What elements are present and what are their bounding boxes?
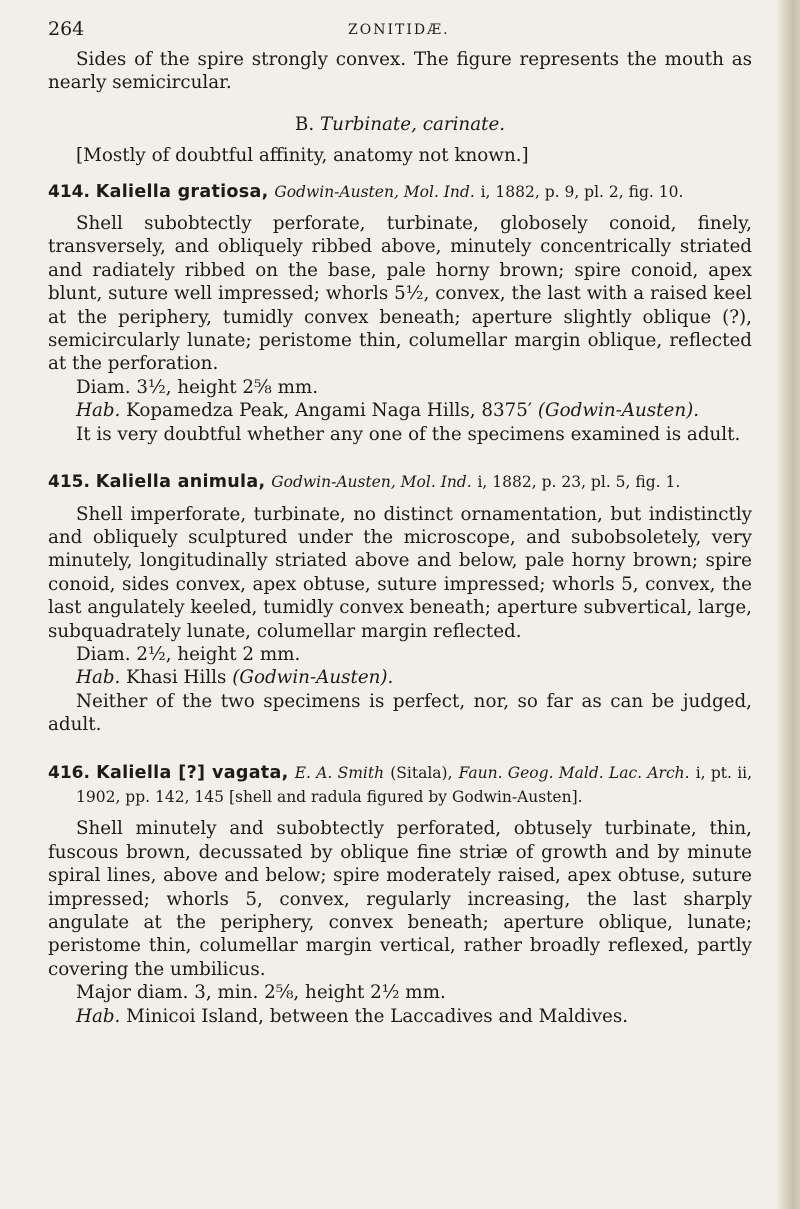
species-heading (48, 470, 752, 494)
page (48, 14, 752, 1028)
citation-author: Godwin-Austen, Mol. Ind. (271, 473, 472, 492)
citation-rest: i, pt. ii, 1902, pp. 142, 145 [shell and radula figured by Godwin-Austen]. (76, 763, 753, 806)
species-dimensions: Diam. 2½, height 2 mm. (76, 643, 301, 665)
species-dimensions: Major diam. 3, min. 2⅝, height 2½ mm. (76, 982, 446, 1004)
citation-rest: i, 1882, p. 9, pl. 2, fig. 10. (480, 182, 684, 201)
habitat-author: (Godwin-Austen). (537, 400, 700, 422)
habitat-text: Kopamedza Peak, Angami Naga Hills, 8375′ (126, 400, 533, 422)
species-habitat (48, 399, 752, 422)
section-note: [Mostly of doubtful affinity, anatomy not known.] (76, 145, 529, 167)
habitat-label: Hab. (76, 400, 121, 422)
habitat-author: (Godwin-Austen). (232, 667, 394, 689)
habitat-text: Khasi Hills (126, 667, 227, 689)
section-label: B. (294, 113, 315, 135)
species-habitat (48, 666, 752, 689)
citation-author: E. A. Smith (294, 763, 385, 782)
species-heading (48, 761, 752, 810)
citation-rest: i, 1882, p. 23, pl. 5, fig. 1. (477, 473, 681, 492)
species-name: Kaliella animula, (95, 472, 266, 493)
species-dimensions: Diam. 3½, height 2⅝ mm. (76, 376, 319, 398)
running-header (48, 14, 752, 48)
species-name: Kaliella gratiosa, (95, 181, 269, 202)
habitat-label: Hab. (76, 667, 121, 689)
species-number: 414. (48, 181, 90, 202)
habitat-text: Minicoi Island, between the Laccadives and Maldives. (126, 1005, 629, 1027)
species-number: 416. (48, 762, 90, 783)
species-heading (48, 180, 752, 204)
section-title: Turbinate, carinate. (319, 113, 506, 135)
species-number: 415. (48, 472, 90, 493)
citation-genus: (Sitala), (390, 763, 453, 782)
habitat-label: Hab. (76, 1005, 121, 1027)
section-heading (48, 113, 752, 136)
species-habitat (48, 1005, 752, 1028)
running-title: ZONITIDÆ. (348, 22, 450, 38)
intro-paragraph: Sides of the spire strongly convex. The figure represents the mouth as nearly semicircular. (48, 49, 752, 94)
species-note: It is very doubtful whether any one of the specimens examined is adult. (76, 423, 741, 445)
citation-journal: Faun. Geog. Mald. Lac. Arch. (458, 763, 690, 782)
species-description: Shell minutely and subobtectly perforated, obtusely turbinate, thin, fuscous brown, decussated by oblique fine striæ of growth and by minute spiral lines, above and below; spire moderately raised, apex obtuse, suture impressed; whorls 5, convex, regularly increasing, the last sharply angulate at the periphery, convex beneath; aperture oblique, lunate; peristome thin, columellar margin vertical, rather broadly reflexed, partly covering the umbilicus. (48, 818, 752, 980)
species-description: Shell subobtectly perforate, turbinate, globosely conoid, finely, transversely, and obliquely ribbed above, minutely concentrically striated and radiately ribbed on the base, pale horny brown; spire conoid, apex blunt, suture well impressed; whorls 5½, convex, the last with a raised keel at the periphery, tumidly convex beneath; aperture slightly oblique (?), semicircularly lunate; peristome thin, columellar margin oblique, reflected at the perforation. (48, 213, 752, 375)
species-description: Shell imperforate, turbinate, no distinct ornamentation, but indistinctly and obliquely sculptured under the microscope, and subobsoletely, very minutely, longitudinally striated above and below, pale horny brown; spire conoid, sides convex, apex obtuse, suture impressed; whorls 5, convex, the last angulately keeled, tumidly convex beneath; aperture subvertical, large, subquadrately lunate, columellar margin reflected. (48, 503, 752, 642)
species-note: Neither of the two specimens is perfect, nor, so far as can be judged, adult. (48, 690, 752, 736)
species-name: Kaliella [?] vagata, (96, 762, 289, 783)
citation-author: Godwin-Austen, Mol. Ind. (274, 182, 475, 201)
page-edge-shadow (776, 0, 800, 1209)
page-number: 264 (48, 18, 85, 40)
